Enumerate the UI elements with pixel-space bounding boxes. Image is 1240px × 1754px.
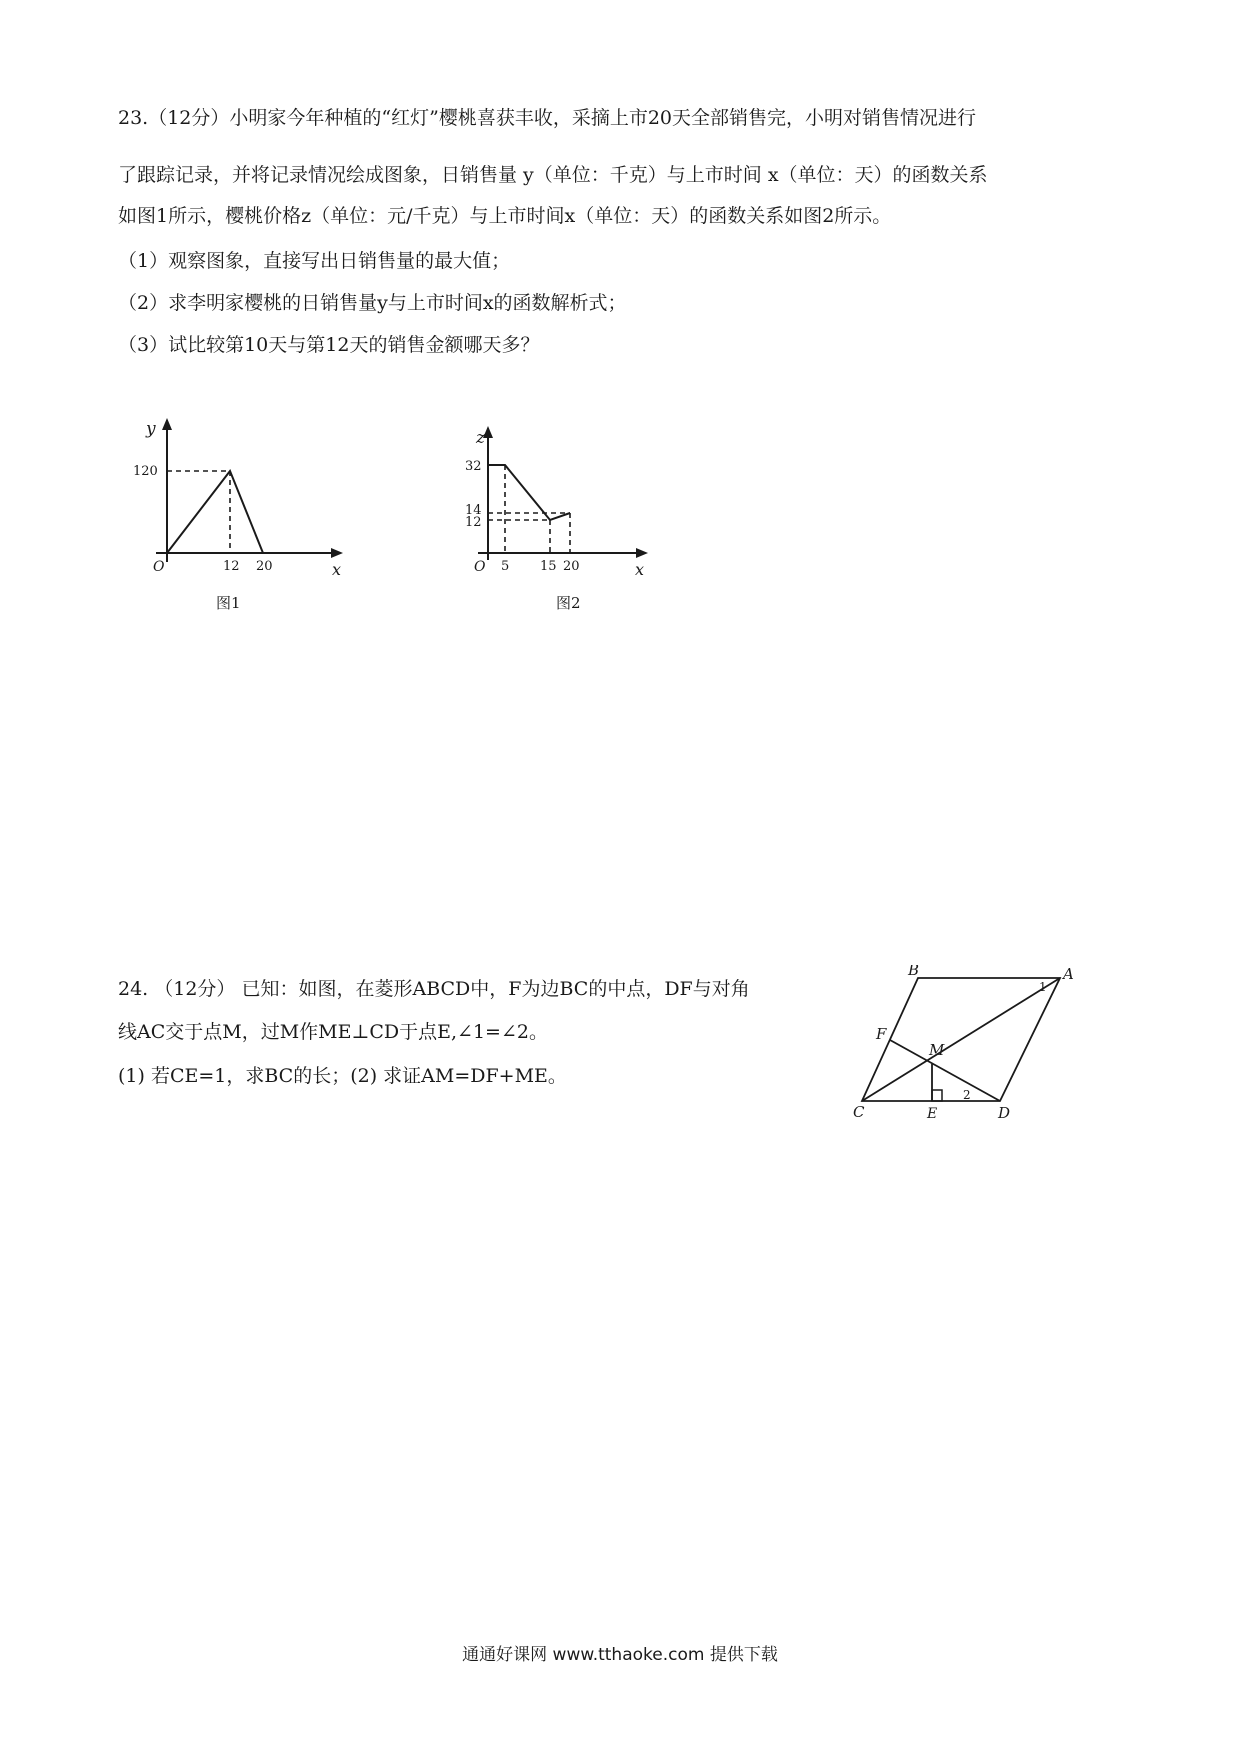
fig2-y-tick-12: 12	[465, 515, 482, 530]
label-d: D	[998, 1104, 1011, 1120]
footer-source: 通通好课网 www.tthaoke.com 提供下载	[462, 1645, 778, 1665]
figure-2-price-graph	[460, 400, 690, 620]
q23-subquestion-1: （1）观察图象，直接写出日销售量的最大值；	[118, 250, 511, 272]
fig1-origin-label: O	[153, 559, 165, 575]
q23-line-3: 如图1所示，樱桃价格z（单位：元/千克）与上市时间x（单位：天）的函数关系如图2所示。	[118, 205, 892, 227]
fig2-y-tick-14: 14	[465, 503, 482, 518]
fig2-y-tick-32: 32	[465, 459, 482, 474]
q23-subquestion-2: （2）求李明家樱桃的日销售量y与上市时间x的函数解析式；	[118, 292, 627, 314]
fig2-y-axis-label: z	[476, 428, 485, 448]
q23-line-2: 了跟踪记录，并将记录情况绘成图象，日销售量 y（单位：千克）与上市时间 x（单位：天）的函数关系	[118, 164, 988, 186]
label-e: E	[927, 1106, 938, 1120]
right-angle-mark	[932, 1090, 942, 1101]
label-b: B	[908, 965, 920, 979]
fig1-y-axis-label: y	[146, 419, 156, 439]
rhombus-figure	[850, 965, 1090, 1120]
fig1-caption: 图1	[216, 594, 241, 612]
figure-1-daily-sales-graph	[120, 400, 350, 620]
q23-line-1: 23.（12分）小明家今年种植的“红灯”樱桃喜获丰收，采摘上市20天全部销售完，小明对销售情况进行	[118, 107, 976, 129]
fig2-x-tick-20: 20	[563, 559, 580, 574]
q24-line-2: 线AC交于点M，过M作ME⊥CD于点E,∠1=∠2。	[118, 1021, 548, 1043]
q24-line-1: 24. （12分） 已知：如图，在菱形ABCD中，F为边BC的中点，DF与对角	[118, 978, 750, 1000]
fig2-caption: 图2	[556, 594, 581, 612]
fig2-price-line	[488, 465, 570, 520]
fig2-x-tick-5: 5	[501, 559, 510, 574]
label-c: C	[853, 1103, 865, 1120]
fig2-origin-label: O	[474, 559, 486, 575]
label-f: F	[876, 1025, 887, 1043]
fig1-x-tick-12: 12	[223, 559, 240, 574]
label-a: A	[1063, 965, 1074, 983]
fig1-x-axis-label: x	[332, 560, 342, 579]
fig1-y-tick-120: 120	[133, 464, 158, 479]
label-angle-1: 1	[1039, 980, 1047, 994]
label-angle-2: 2	[963, 1088, 971, 1102]
q24-line-3: (1) 若CE=1，求BC的长；(2) 求证AM=DF+ME。	[118, 1065, 567, 1087]
fig2-x-tick-15: 15	[540, 559, 557, 574]
fig1-sales-line	[167, 471, 263, 553]
q23-subquestion-3: （3）试比较第10天与第12天的销售金额哪天多？	[118, 334, 540, 356]
label-m: M	[929, 1041, 945, 1059]
fig2-x-axis-label: x	[635, 560, 645, 579]
fig1-x-tick-20: 20	[256, 559, 273, 574]
